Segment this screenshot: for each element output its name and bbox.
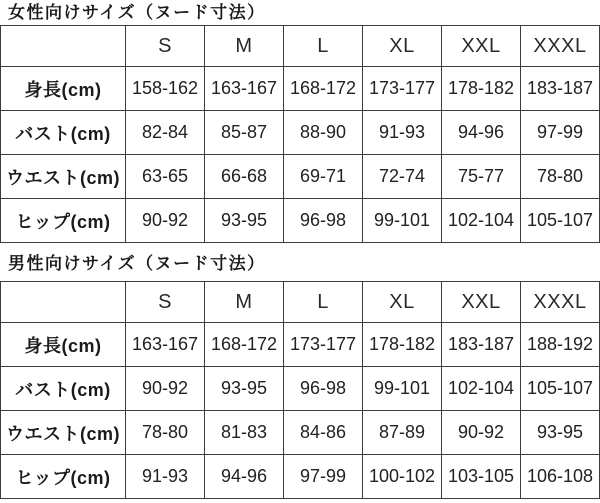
size-cell: 100-102: [363, 455, 442, 499]
size-cell: 93-95: [205, 199, 284, 243]
table-row: [1, 111, 600, 155]
women-size-section: [0, 0, 600, 243]
table-row: [1, 455, 600, 499]
size-cell: 75-77: [442, 155, 521, 199]
column-header-l: L: [284, 26, 363, 67]
column-header-xxl: XXL: [442, 282, 521, 323]
corner-cell: [1, 282, 126, 323]
size-cell: 91-93: [363, 111, 442, 155]
table-row: [1, 155, 600, 199]
column-header-m: M: [205, 26, 284, 67]
size-cell: 102-104: [442, 367, 521, 411]
size-cell: 84-86: [284, 411, 363, 455]
size-cell: 96-98: [284, 367, 363, 411]
size-cell: 82-84: [126, 111, 205, 155]
size-cell: 163-167: [126, 323, 205, 367]
table-row: [1, 199, 600, 243]
column-header-xl: XL: [363, 282, 442, 323]
size-cell: 97-99: [284, 455, 363, 499]
women-size-title: 女性向けサイズ（ヌード寸法）: [8, 3, 266, 22]
row-label: バスト(cm): [1, 111, 126, 155]
size-cell: 105-107: [521, 367, 600, 411]
corner-cell: [1, 26, 126, 67]
size-cell: 173-177: [363, 67, 442, 111]
row-label: ヒップ(cm): [1, 199, 126, 243]
size-cell: 163-167: [205, 67, 284, 111]
size-cell: 106-108: [521, 455, 600, 499]
size-cell: 168-172: [205, 323, 284, 367]
table-row: [1, 367, 600, 411]
column-header-xxxl: XXXL: [521, 26, 600, 67]
size-cell: 183-187: [442, 323, 521, 367]
size-cell: 94-96: [205, 455, 284, 499]
column-header-s: S: [126, 282, 205, 323]
size-cell: 173-177: [284, 323, 363, 367]
size-cell: 90-92: [126, 199, 205, 243]
row-label: ウエスト(cm): [1, 155, 126, 199]
size-cell: 183-187: [521, 67, 600, 111]
row-label: 身長(cm): [1, 323, 126, 367]
table-row: [1, 323, 600, 367]
size-cell: 96-98: [284, 199, 363, 243]
column-header-s: S: [126, 26, 205, 67]
size-cell: 93-95: [205, 367, 284, 411]
size-cell: 63-65: [126, 155, 205, 199]
size-cell: 93-95: [521, 411, 600, 455]
size-cell: 103-105: [442, 455, 521, 499]
size-cell: 78-80: [521, 155, 600, 199]
column-header-xxl: XXL: [442, 26, 521, 67]
row-label: バスト(cm): [1, 367, 126, 411]
size-cell: 81-83: [205, 411, 284, 455]
size-cell: 90-92: [126, 367, 205, 411]
size-cell: 91-93: [126, 455, 205, 499]
column-header-l: L: [284, 282, 363, 323]
size-cell: 102-104: [442, 199, 521, 243]
size-cell: 85-87: [205, 111, 284, 155]
size-cell: 99-101: [363, 367, 442, 411]
size-cell: 66-68: [205, 155, 284, 199]
column-header-m: M: [205, 282, 284, 323]
column-header-xxxl: XXXL: [521, 282, 600, 323]
row-label: ヒップ(cm): [1, 455, 126, 499]
row-label: ウエスト(cm): [1, 411, 126, 455]
men-size-title: 男性向けサイズ（ヌード寸法）: [8, 254, 266, 273]
header-row: [1, 26, 600, 67]
size-cell: 178-182: [442, 67, 521, 111]
size-cell: 72-74: [363, 155, 442, 199]
size-cell: 188-192: [521, 323, 600, 367]
size-cell: 78-80: [126, 411, 205, 455]
men-size-table: [0, 281, 600, 499]
size-cell: 87-89: [363, 411, 442, 455]
size-cell: 97-99: [521, 111, 600, 155]
size-cell: 94-96: [442, 111, 521, 155]
size-cell: 178-182: [363, 323, 442, 367]
size-cell: 158-162: [126, 67, 205, 111]
table-row: [1, 411, 600, 455]
size-cell: 88-90: [284, 111, 363, 155]
men-size-section: [0, 243, 600, 499]
size-cell: 90-92: [442, 411, 521, 455]
size-cell: 99-101: [363, 199, 442, 243]
table-row: [1, 67, 600, 111]
column-header-xl: XL: [363, 26, 442, 67]
header-row: [1, 282, 600, 323]
size-cell: 69-71: [284, 155, 363, 199]
size-cell: 168-172: [284, 67, 363, 111]
row-label: 身長(cm): [1, 67, 126, 111]
women-size-table: [0, 25, 600, 243]
size-cell: 105-107: [521, 199, 600, 243]
